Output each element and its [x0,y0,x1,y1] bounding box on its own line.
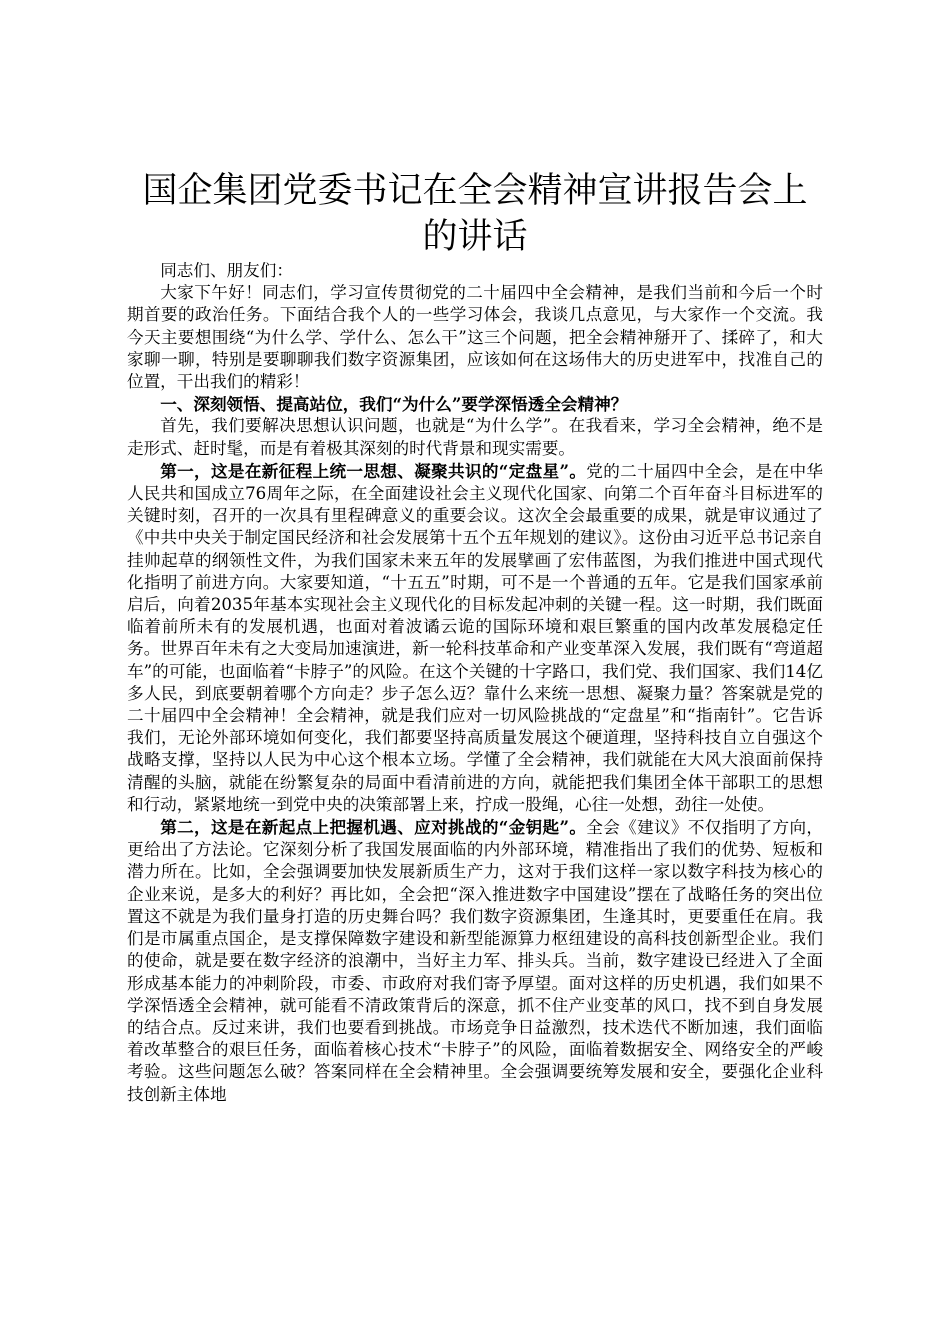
paragraph [127,282,823,393]
document-body [127,260,823,1106]
paragraph-lead: 第一，这是在新征程上统一思想、凝聚共识的“定盘星”。 [160,460,587,481]
paragraph-text: 党的二十届四中全会，是在中华人民共和国成立76周年之际，在全面建设社会主义现代化国家、向第二个百年奋斗目标进军的关键时刻，召开的一次具有里程碑意义的重要会议。这次全会最重要的成果，就是审议通过了《中共中央关于制定国民经济和社会发展第十五个五年规划的建议》。这份由习近平总书记亲自挂帅起草的纲领性文件，为我们国家未来五年的发展擘画了宏伟蓝图，为我们推进中国式现代化指明了前进方向。大家要知道，“十五五”时期，可不是一个普通的五年。它是我们国家承前启后，向着2035年基本实现社会主义现代化的目标发起冲刺的关键一程。这一时期，我们既面临着前所未有的发展机遇，也面对着波谲云诡的国际环境和艰巨繁重的国内改革发展稳定任务。世界百年未有之大变局加速演进，新一轮科技革命和产业变革深入发展，我们既有“弯道超车”的可能，也面临着“卡脖子”的风险。在这个关键的十字路口，我们党、我们国家、我们14亿多人民，到底要朝着哪个方向走？步子怎么迈？靠什么来统一思想、凝聚力量？答案就是党的二十届四中全会精神！全会精神，就是我们应对一切风险挑战的“定盘星”和“指南针”。它告诉我们，无论外部环境如何变化，我们都要坚持高质量发展这个硬道理，坚持科技自立自强这个战略支撑，坚持以人民为中心这个根本立场。学懂了全会精神，我们就能在大风大浪面前保持清醒的头脑，就能在纷繁复杂的局面中看清前进的方向，就能把我们集团全体干部职工的思想和行动，紧紧地统一到党中央的决策部署上来，拧成一股绳，心往一处想，劲往一处使。 [127,461,823,814]
salutation: 同志们、朋友们： [160,261,293,280]
section-heading: 一、深刻领悟、提高站位，我们“为什么”要学深悟透全会精神？ [160,394,628,415]
paragraph-text: 全会《建议》不仅指明了方向，更给出了方法论。它深刻分析了我国发展面临的内外部环境，精准指出了我们的优势、短板和潜力所在。比如，全会强调要加快发展新质生产力，这对于我们这样一家以数字科技为核心的企业来说，是多大的利好？再比如，全会把“深入推进数字中国建设”摆在了战略任务的突出位置这不就是为我们量身打造的历史舞台吗？我们数字资源集团，生逢其时，更要重任在肩。我们是市属重点国企，是支撑保障数字建设和新型能源算力枢纽建设的高科技创新型企业。我们的使命，就是要在数字经济的浪潮中，当好主力军、排头兵。当前，数字建设已经进入了全面形成基本能力的冲刺阶段，市委、市政府对我们寄予厚望。面对这样的历史机遇，我们如果不学深悟透全会精神，就可能看不清政策背后的深意，抓不住产业变革的风口，找不到自身发展的结合点。反过来讲，我们也要看到挑战。市场竞争日益激烈，技术迭代不断加速，我们面临着改革整合的艰巨任务，面临着核心技术“卡脖子”的风险，面临着数据安全、网络安全的严峻考验。这些问题怎么破？答案同样在全会精神里。全会强调要统筹发展和安全，要强化企业科技创新主体地 [127,818,823,1104]
document-page [127,168,823,1106]
paragraph [127,816,823,1106]
paragraph-text: 首先，我们要解决思想认识问题，也就是“为什么学”。在我看来，学习全会精神，绝不是走形式、赶时髦，而是有着极其深刻的时代背景和现实需要。 [127,416,823,458]
paragraph-lead: 第二，这是在新起点上把握机遇、应对挑战的“金钥匙”。 [160,817,587,838]
paragraph [127,460,823,816]
document-title: 国企集团党委书记在全会精神宣讲报告会上的讲话 [142,171,808,257]
paragraph [127,415,823,459]
paragraph-text: 大家下午好！同志们，学习宣传贯彻党的二十届四中全会精神，是我们当前和今后一个时期首要的政治任务。下面结合我个人的一些学习体会，我谈几点意见，与大家作一个交流。我今天主要想围绕“为什么学、学什么、怎么干”这三个问题，把全会精神掰开了、揉碎了，和大家聊一聊，特别是要聊聊我们数字资源集团，应该如何在这场伟大的历史进军中，找准自己的位置，干出我们的精彩！ [127,283,823,392]
